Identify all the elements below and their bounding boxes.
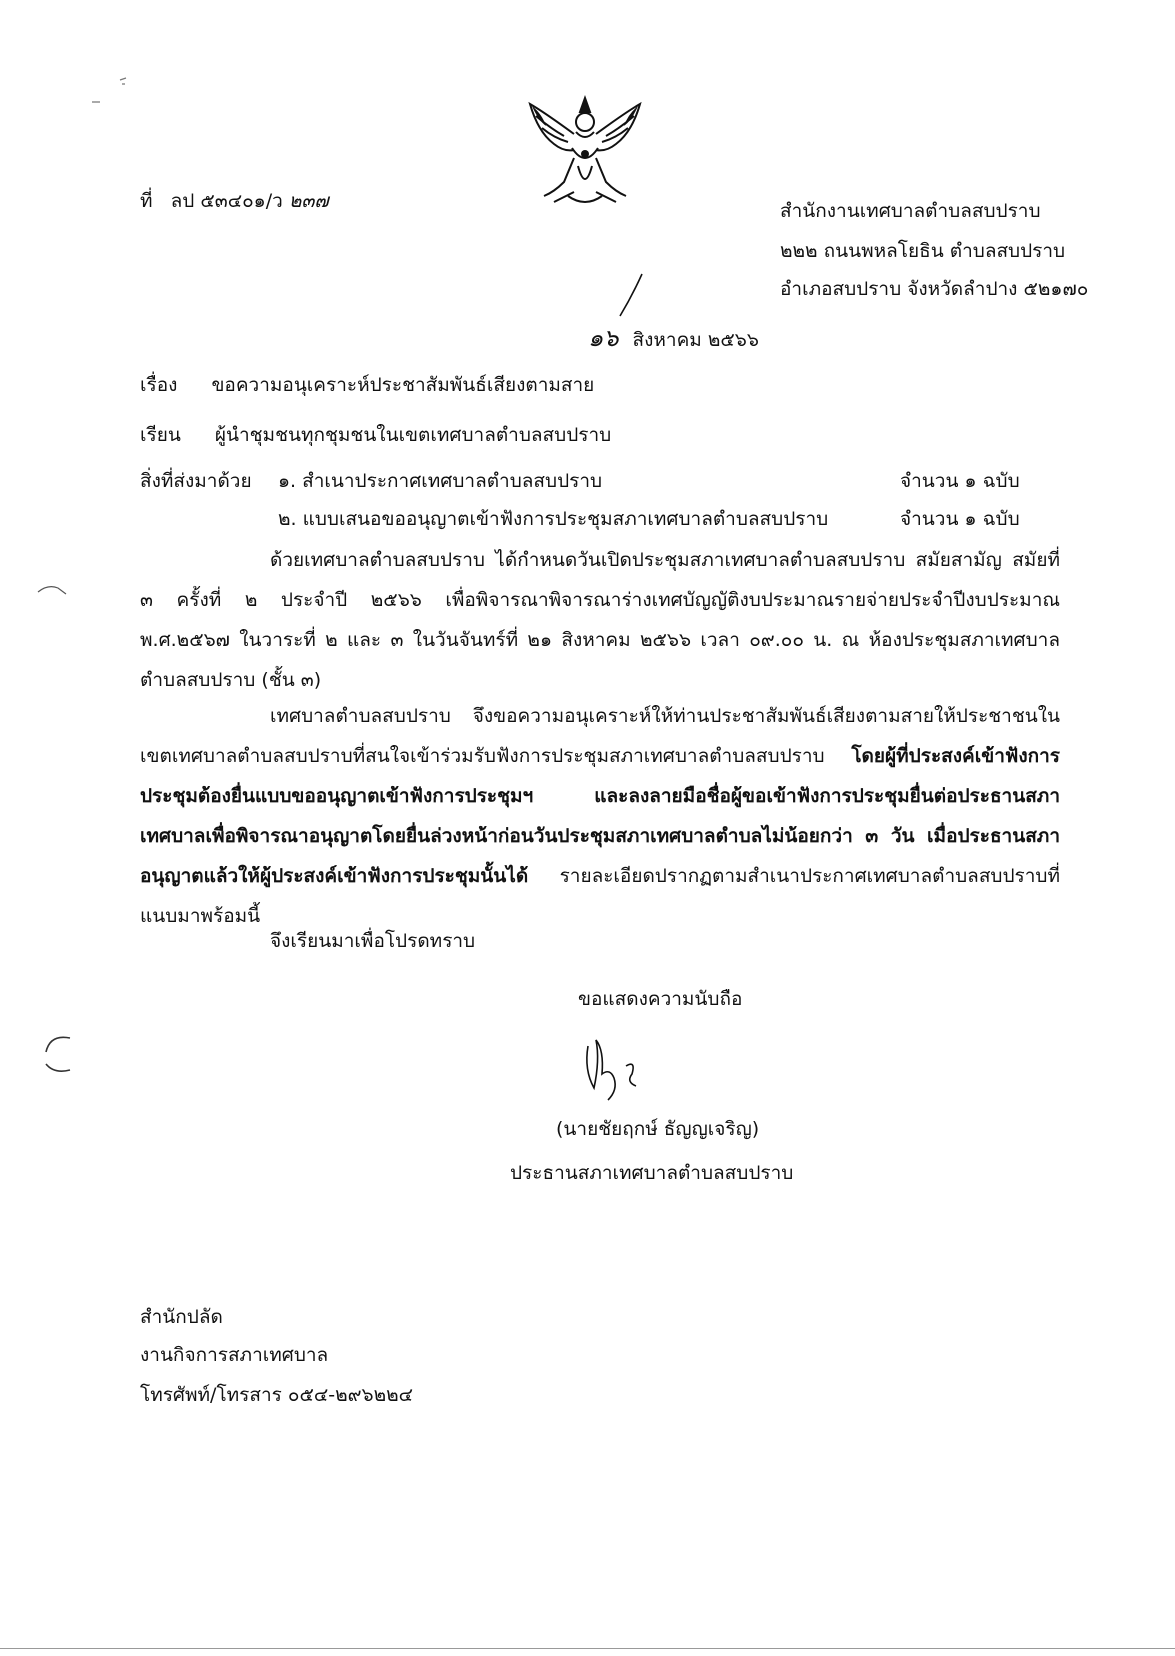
subject-text: ขอความอนุเคราะห์ประชาสัมพันธ์เสียงตามสาย [211,374,595,396]
ref-handwritten: ๒๓๗ [288,190,329,212]
office-line-1: สำนักงานเทศบาลตำบลสบปราบ [780,200,1041,222]
recipient-line [140,420,611,450]
enclosure-item-1: ๑. สำเนาประกาศเทศบาลตำบลสบปราบ [278,470,603,492]
ref-label: ที่ [140,190,153,212]
scan-mark-top [82,70,142,110]
enclosures-label: สิ่งที่ส่งมาด้วย [140,470,252,492]
scan-mark-middle [34,578,74,602]
salutation: ขอแสดงความนับถือ [578,988,743,1010]
paragraph-2-ending: รายละเอียดปรากฏตามสำเนาประกาศเทศบาลตำบลสบปราบที่แนบมาพร้อมนี้ [140,865,1060,927]
enclosure-qty-2: จำนวน ๑ ฉบับ [900,508,1020,530]
office-line-2: ๒๒๒ ถนนพหลโยธิน ตำบลสบปราบ [780,240,1066,262]
date-month-year: สิงหาคม ๒๕๖๖ [632,329,759,351]
recipient-label: เรียน [140,424,181,446]
ref-number: ลป ๕๓๔๐๑/ว [170,190,283,212]
closing-line: จึงเรียนมาเพื่อโปรดทราบ [270,930,476,952]
body-paragraph-2 [140,696,1060,936]
paragraph-2-intro: เทศบาลตำบลสบปราบ จึงขอความอนุเคราะห์ให้ท่านประชาสัมพันธ์เสียงตามสายให้ประชาชนในเขตเทศบาลตำบลสบปราบที่สนใจเข้าร่วมรับฟังการประชุมสภาเทศบาลตำบลสบปราบ [140,705,1060,767]
scan-bottom-edge [0,1648,1175,1649]
footer-phone: โทรศัพท์/โทรสาร ๐๕๔-๒๙๖๒๒๔ [140,1384,414,1406]
ref-line [140,186,329,216]
punch-hole-mark [40,1030,80,1080]
enclosure-item-2: ๒. แบบเสนอขออนุญาตเข้าฟังการประชุมสภาเทศบาลตำบลสบปราบ [278,508,829,530]
body-paragraph-1 [140,540,1060,700]
paragraph-2-emphasis: โดยผู้ที่ประสงค์เข้าฟังการประชุมต้องยื่นแบบขออนุญาตเข้าฟังการประชุมฯ และลงลายมือชื่อผู้ขอเข้าฟังการประชุมยื่นต่อประธานสภาเทศบาลเพื่อพิจารณาอนุญาตโดยยื่นล่วงหน้าก่อนวันประชุมสภาเทศบาลตำบลไม่น้อยกว่า ๓ วัน เมื่อประธานสภาอนุญาตแล้วให้ผู้ประสงค์เข้าฟังการประชุมนั้นได้ [140,745,1060,887]
recipient-text: ผู้นำชุมชนทุกชุมชนในเขตเทศบาลตำบลสบปราบ [214,424,612,446]
enclosure-qty-1: จำนวน ๑ ฉบับ [900,470,1020,492]
subject-line [140,370,594,400]
signer-position: ประธานสภาเทศบาลตำบลสบปราบ [510,1162,794,1184]
paragraph-1-text: ด้วยเทศบาลตำบลสบปราบ ได้กำหนดวันเปิดประชุมสภาเทศบาลตำบลสบปราบ สมัยสามัญ สมัยที่ ๓ ครั้งที่ ๒ ประจำปี ๒๕๖๖ เพื่อพิจารณาพิจารณาร่างเทศบัญญัติงบประมาณรายจ่ายประจำปีงบประมาณ พ.ศ.๒๕๖๗ ในวาระที่ ๒ และ ๓ ในวันจันทร์ที่ ๒๑ สิงหาคม ๒๕๖๖ เวลา ๐๙.๐๐ น. ณ ห้องประชุมสภาเทศบาลตำบลสบปราบ (ชั้น ๓) [140,549,1060,691]
garuda-emblem-icon [524,92,646,212]
office-line-3: อำเภอสบปราบ จังหวัดลำปาง ๕๒๑๗๐ [780,278,1089,300]
footer-dept: สำนักปลัด [140,1306,223,1328]
date-handwriting-stroke [610,270,650,320]
signer-name: (นายชัยฤกษ์ ธัญญเจริญ) [556,1118,760,1140]
signature-scribble [574,1030,654,1110]
footer-unit: งานกิจการสภาเทศบาล [140,1344,329,1366]
date-line [588,318,759,357]
subject-label: เรื่อง [140,374,178,396]
date-day: ๑๖ [588,324,619,352]
